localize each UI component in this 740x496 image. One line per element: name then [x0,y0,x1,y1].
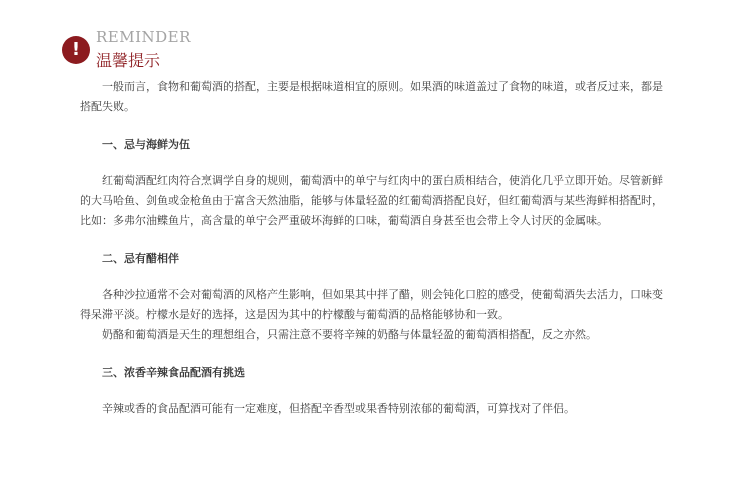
exclamation-icon: ! [62,36,90,64]
section-heading: 一、忌与海鲜为伍 [102,138,190,151]
reminder-header [62,26,262,70]
reminder-title-en: REMINDER [96,28,191,46]
article-body [80,77,670,419]
section-heading: 三、浓香辛辣食品配酒有挑选 [102,366,245,379]
section-paragraph: 红葡萄酒配红肉符合烹调学自身的规则，葡萄酒中的单宁与红肉中的蛋白质相结合，使消化几乎立即开始。尽管新鲜的大马哈鱼、剑鱼或金枪鱼由于富含天然油脂，能够与体量轻盈的红葡萄酒搭配良好，但红葡萄酒与某些海鲜相搭配时，比如：多弗尔油鲽鱼片，高含量的单宁会严重破坏海鲜的口味，葡萄酒自身甚至也会带上令人讨厌的金属味。 [80,174,663,227]
intro-paragraph: 一般而言，食物和葡萄酒的搭配，主要是根据味道相宜的原则。如果酒的味道盖过了食物的味道，或者反过来，都是搭配失败。 [80,80,663,113]
section-heading: 二、忌有醋相伴 [102,252,179,265]
section-paragraph: 奶酪和葡萄酒是天生的理想组合，只需注意不要将辛辣的奶酪与体量轻盈的葡萄酒相搭配，反之亦然。 [102,328,597,341]
reminder-title-cn: 温馨提示 [96,51,161,70]
section-paragraph: 各种沙拉通常不会对葡萄酒的风格产生影响，但如果其中拌了醋，则会钝化口腔的感受，使葡萄酒失去活力，口味变得呆滞平淡。柠檬水是好的选择，这是因为其中的柠檬酸与葡萄酒的品格能够协和一致。 [80,288,663,321]
section-paragraph: 辛辣或香的食品配酒可能有一定难度，但搭配辛香型或果香特别浓郁的葡萄酒，可算找对了伴侣。 [102,402,575,415]
